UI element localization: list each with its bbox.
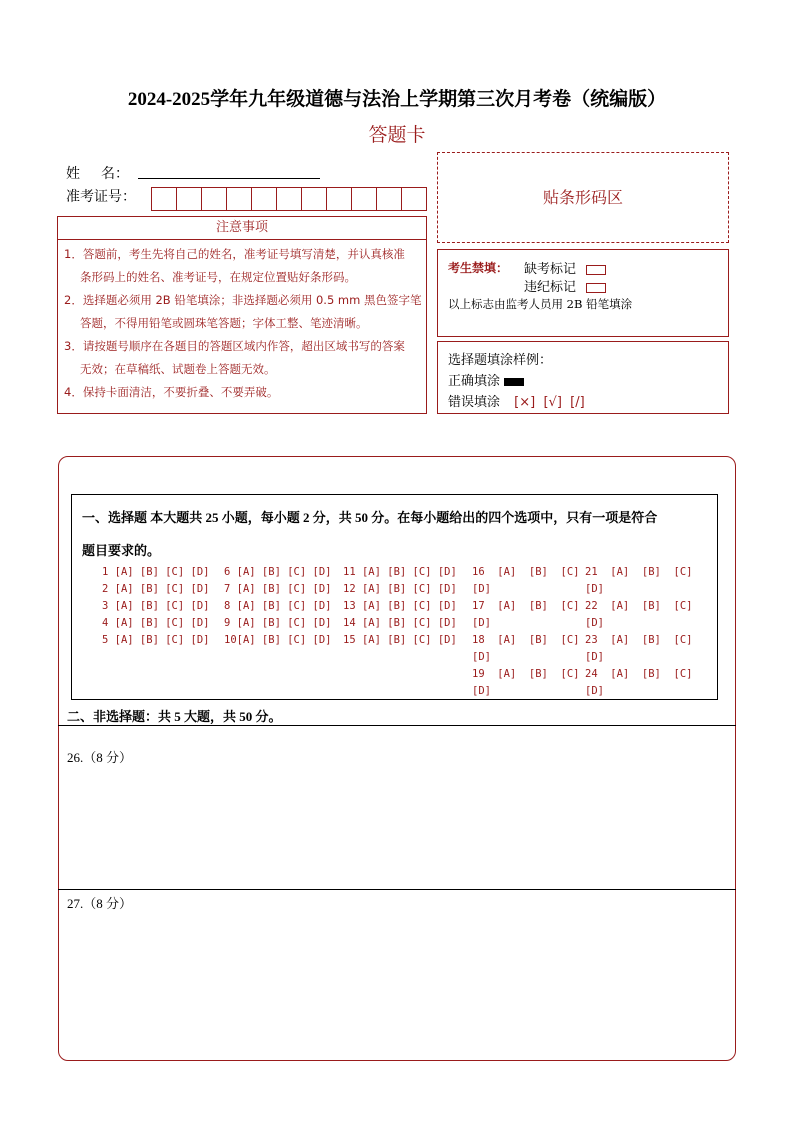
- notes-box: [57, 216, 427, 414]
- page-subtitle: 答题卡: [368, 125, 426, 146]
- mc-question: 9 [A] [B] [C] [D]: [224, 617, 332, 629]
- mc-question: 15 [A] [B] [C] [D]: [343, 634, 457, 646]
- notes-title: 注意事项: [58, 217, 426, 240]
- mc-question: 18 [A] [B] [C]: [472, 634, 580, 646]
- divider: [58, 725, 736, 726]
- mc-question: 24 [A] [B] [C]: [585, 668, 693, 680]
- mc-question: 23 [A] [B] [C]: [585, 634, 693, 646]
- exam-id-boxes[interactable]: [151, 187, 427, 211]
- q26-label: 26.（8 分）: [67, 750, 133, 765]
- mc-col-3[interactable]: [343, 564, 457, 649]
- q26-answer-area[interactable]: [59, 770, 735, 888]
- prohibited-note: 以上标志由监考人员用 2B 铅笔填涂: [448, 297, 633, 311]
- mc-col-2[interactable]: [224, 564, 331, 649]
- id-label: 准考证号：: [66, 190, 136, 205]
- mc-question: 16 [A] [B] [C]: [472, 566, 580, 578]
- note-1: 1．答题前，考生先将自己的姓名，准考证号填写清楚，并认真核准 条形码上的姓名、准考证号，在规定位置贴好条形码。: [64, 247, 405, 284]
- section2-title: 二、非选择题：共 5 大题，共 50 分。: [67, 709, 282, 724]
- barcode-area: [437, 152, 729, 243]
- mc-question: 10[A] [B] [C] [D]: [224, 634, 332, 646]
- divider: [58, 889, 736, 890]
- mc-question: 19 [A] [B] [C]: [472, 668, 580, 680]
- absent-checkbox[interactable]: [586, 265, 606, 275]
- mc-col-1[interactable]: [102, 564, 209, 649]
- wrong-fill: 错误填涂 [×] [√] [/]: [448, 395, 585, 410]
- mc-question: 6 [A] [B] [C] [D]: [224, 566, 332, 578]
- mc-question: 13 [A] [B] [C] [D]: [343, 600, 457, 612]
- mc-question: 14 [A] [B] [C] [D]: [343, 617, 457, 629]
- name-label: 姓 名：: [66, 167, 129, 182]
- violation-checkbox[interactable]: [586, 283, 606, 293]
- mc-instructions-2: 题目要求的。: [82, 543, 161, 558]
- filled-mark-icon: [504, 378, 524, 386]
- fill-example-box: [437, 341, 729, 414]
- page-title: 2024-2025学年九年级道德与法治上学期第三次月考卷（统编版）: [127, 89, 667, 110]
- barcode-label: 贴条形码区: [542, 190, 623, 207]
- absent-mark[interactable]: 缺考标记: [524, 258, 606, 277]
- prohibited-label: 考生禁填：: [448, 261, 509, 275]
- mc-question: 4 [A] [B] [C] [D]: [102, 617, 210, 629]
- mc-question: [D]: [585, 651, 604, 663]
- mc-question: 11 [A] [B] [C] [D]: [343, 566, 457, 578]
- mc-col-5[interactable]: [585, 564, 692, 696]
- mc-instructions-1: 一、选择题 本大题共 25 小题，每小题 2 分，共 50 分。在每小题给出的四个选项中，只有一项是符合: [82, 510, 658, 525]
- mc-question: 5 [A] [B] [C] [D]: [102, 634, 210, 646]
- mc-col-4[interactable]: [472, 564, 579, 696]
- mc-question: 12 [A] [B] [C] [D]: [343, 583, 457, 595]
- mc-question: 2 [A] [B] [C] [D]: [102, 583, 210, 595]
- mc-question: [D]: [585, 617, 604, 629]
- mc-question: [D]: [472, 651, 491, 663]
- mc-question: 21 [A] [B] [C]: [585, 566, 693, 578]
- mc-question: [D]: [472, 617, 491, 629]
- mc-question: 8 [A] [B] [C] [D]: [224, 600, 332, 612]
- mc-question: 17 [A] [B] [C]: [472, 600, 580, 612]
- mc-question: 7 [A] [B] [C] [D]: [224, 583, 332, 595]
- fill-example-title: 选择题填涂样例：: [448, 353, 553, 368]
- correct-fill: 正确填涂: [448, 370, 524, 389]
- wrong-marks: [×] [√] [/]: [514, 395, 585, 410]
- q27-label: 27.（8 分）: [67, 896, 133, 911]
- mc-question: [D]: [585, 583, 604, 595]
- note-4: 4．保持卡面清洁，不要折叠、不要弄破。: [64, 385, 279, 399]
- note-3: 3．请按题号顺序在各题目的答题区域内作答，超出区域书写的答案 无效；在草稿纸、试题卷上答题无效。: [64, 339, 405, 376]
- mc-question: 3 [A] [B] [C] [D]: [102, 600, 210, 612]
- note-2: 2．选择题必须用 2B 铅笔填涂；非选择题必须用 0.5 mm 黑色签字笔 答题，不得用铅笔或圆珠笔答题；字体工整、笔迹清晰。: [64, 293, 422, 330]
- mc-question: [D]: [585, 685, 604, 696]
- violation-mark[interactable]: 违纪标记: [524, 276, 606, 295]
- mc-question: 1 [A] [B] [C] [D]: [102, 566, 210, 578]
- name-field[interactable]: [138, 178, 320, 179]
- mc-question: 22 [A] [B] [C]: [585, 600, 693, 612]
- q27-answer-area[interactable]: [59, 915, 735, 1055]
- mc-question: [D]: [472, 685, 491, 696]
- prohibited-box: [437, 249, 729, 337]
- mc-section: [71, 494, 718, 700]
- mc-question: [D]: [472, 583, 491, 595]
